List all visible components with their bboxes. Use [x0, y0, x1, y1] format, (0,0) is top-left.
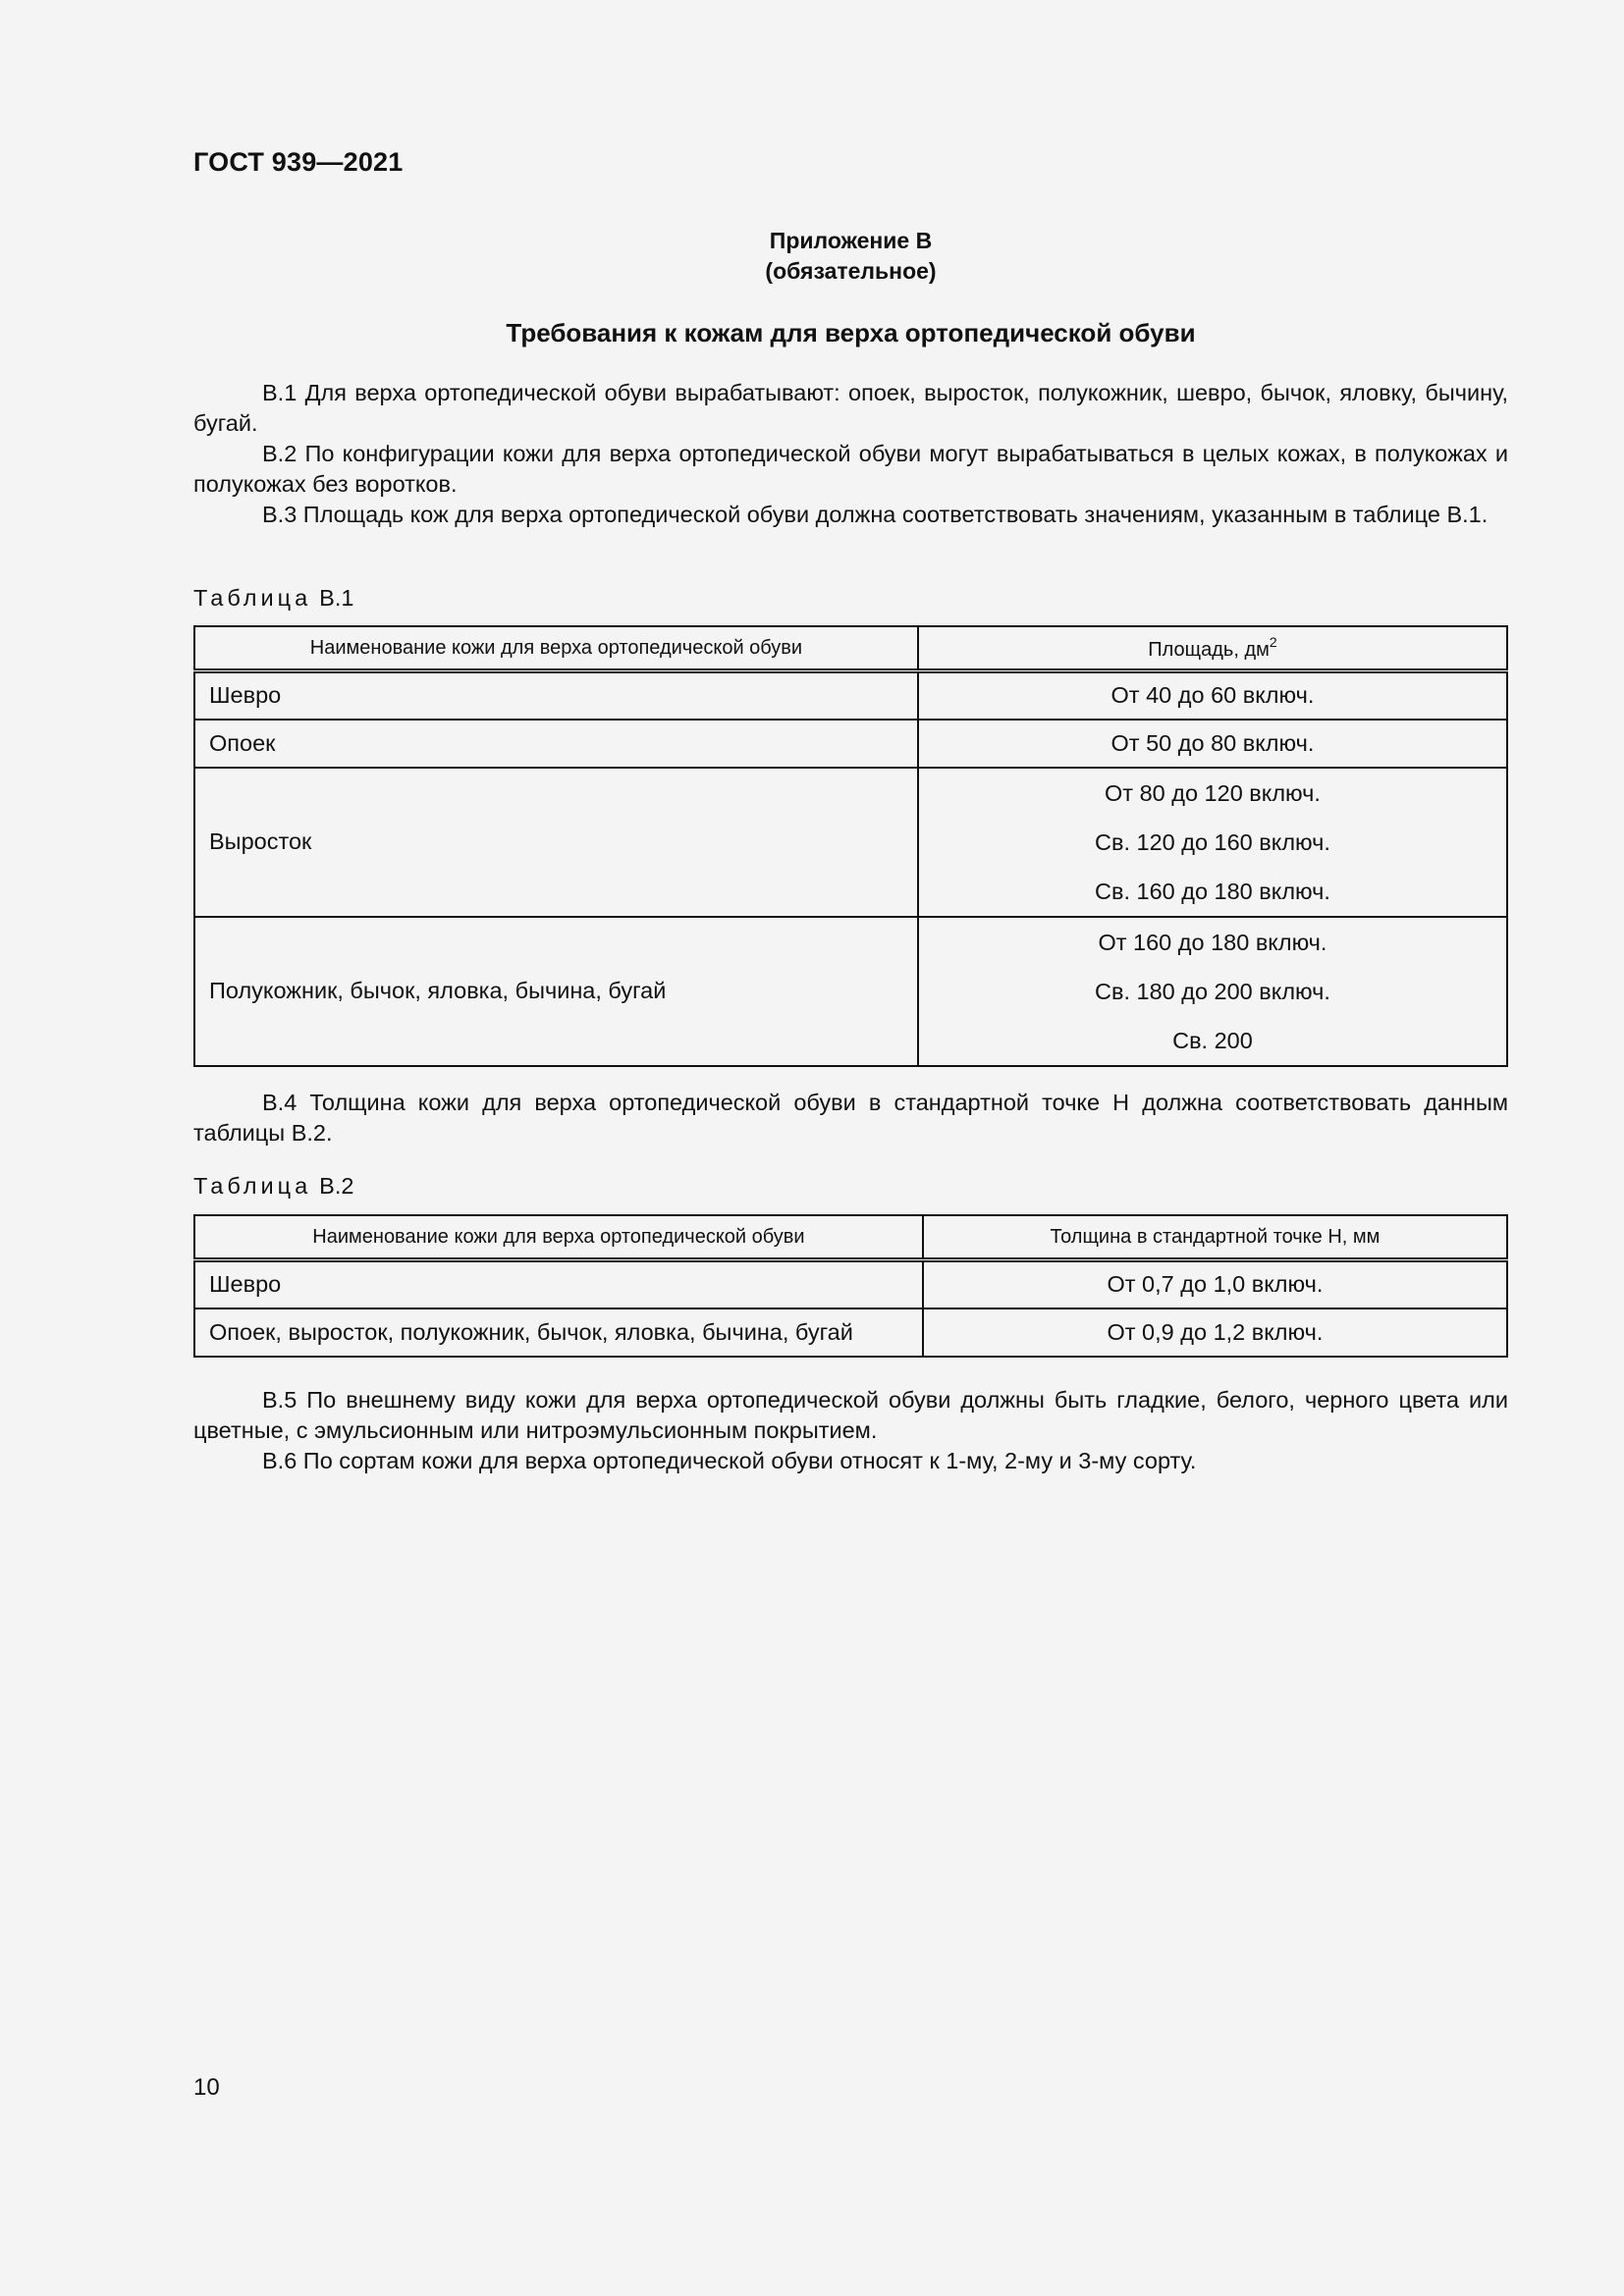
section-heading: Требования к кожам для верха ортопедической обуви [506, 318, 1196, 347]
paragraph-b5: В.5 По внешнему виду кожи для верха ортопедической обуви должны быть гладкие, белого, черного цвета или цветные, с эмульсионным или нитроэмульсионным покрытием. [193, 1387, 1508, 1443]
table1-header-area [918, 626, 1507, 671]
table1-caption-word: Таблица [193, 585, 312, 611]
table1-row3-value: Св. 160 до 180 включ. [1094, 878, 1330, 904]
table2-header-thickness: Толщина в стандартной точке Н, мм [923, 1215, 1507, 1260]
table1-row2-value: От 50 до 80 включ. [918, 720, 1507, 768]
table1-row1-name: Шевро [194, 671, 918, 720]
table1-row3-value: Св. 120 до 160 включ. [1094, 828, 1330, 855]
table2-caption [193, 1173, 353, 1200]
table-row [194, 768, 1507, 917]
table-row [194, 1308, 1507, 1357]
table-row [194, 720, 1507, 768]
table2-caption-word: Таблица [193, 1173, 312, 1199]
table2-caption-number: В.2 [319, 1173, 354, 1199]
table-row [194, 671, 1507, 720]
appendix-header [193, 226, 1508, 287]
table2-header-row [194, 1215, 1507, 1260]
paragraph-b4: В.4 Толщина кожи для верха ортопедической обуви в стандартной точке Н должна соответствовать данным таблицы В.2. [193, 1090, 1508, 1146]
table1-row4-value: Св. 180 до 200 включ. [1094, 978, 1330, 1004]
table1-row4-value: От 160 до 180 включ. [1098, 929, 1327, 955]
paragraph-b6: В.6 По сортам кожи для верха ортопедической обуви относят к 1-му, 2-му и 3-му сорту. [262, 1448, 1197, 1473]
page-number: 10 [193, 2074, 220, 2101]
table2-row1-value: От 0,7 до 1,0 включ. [923, 1260, 1507, 1308]
table1-header-name: Наименование кожи для верха ортопедической обуви [194, 626, 918, 671]
table2-row2-name: Опоек, выросток, полукожник, бычок, яловка, бычина, бугай [194, 1308, 923, 1357]
table1-header-area-sup: 2 [1269, 634, 1277, 650]
table1-row2-name: Опоек [194, 720, 918, 768]
table-row [194, 917, 1507, 1066]
table-b2 [193, 1214, 1508, 1358]
table2-row1-name: Шевро [194, 1260, 923, 1308]
table1-header-row [194, 626, 1507, 671]
appendix-status: (обязательное) [765, 258, 937, 284]
paragraph-b1: В.1 Для верха ортопедической обуви вырабатывают: опоек, выросток, полукожник, шевро, бычок, яловку, бычину, бугай. [193, 380, 1508, 436]
table1-row3-value: От 80 до 120 включ. [1105, 779, 1321, 806]
table1-caption [193, 585, 353, 612]
paragraph-b3: В.3 Площадь кож для верха ортопедической обуви должна соответствовать значениям, указанным в таблице В.1. [262, 502, 1489, 527]
table-row [194, 1260, 1507, 1308]
table1-row1-value: От 40 до 60 включ. [918, 671, 1507, 720]
table1-caption-number: В.1 [319, 585, 354, 611]
table1-row4-values [918, 917, 1507, 1066]
table-b1 [193, 625, 1508, 1067]
table1-row4-value: Св. 200 [1172, 1027, 1253, 1053]
table1-row3-name: Выросток [194, 768, 918, 917]
appendix-title: Приложение В [769, 228, 933, 253]
document-id: ГОСТ 939—2021 [193, 147, 404, 177]
table2-header-name: Наименование кожи для верха ортопедической обуви [194, 1215, 923, 1260]
table1-row3-values [918, 768, 1507, 917]
paragraph-b2: В.2 По конфигурации кожи для верха ортопедической обуви могут вырабатываться в целых кожах, в полукожах и полукожах без воротков. [193, 441, 1508, 497]
table1-header-area-text: Площадь, дм [1148, 639, 1270, 661]
table1-row4-name: Полукожник, бычок, яловка, бычина, бугай [194, 917, 918, 1066]
table2-row2-value: От 0,9 до 1,2 включ. [923, 1308, 1507, 1357]
